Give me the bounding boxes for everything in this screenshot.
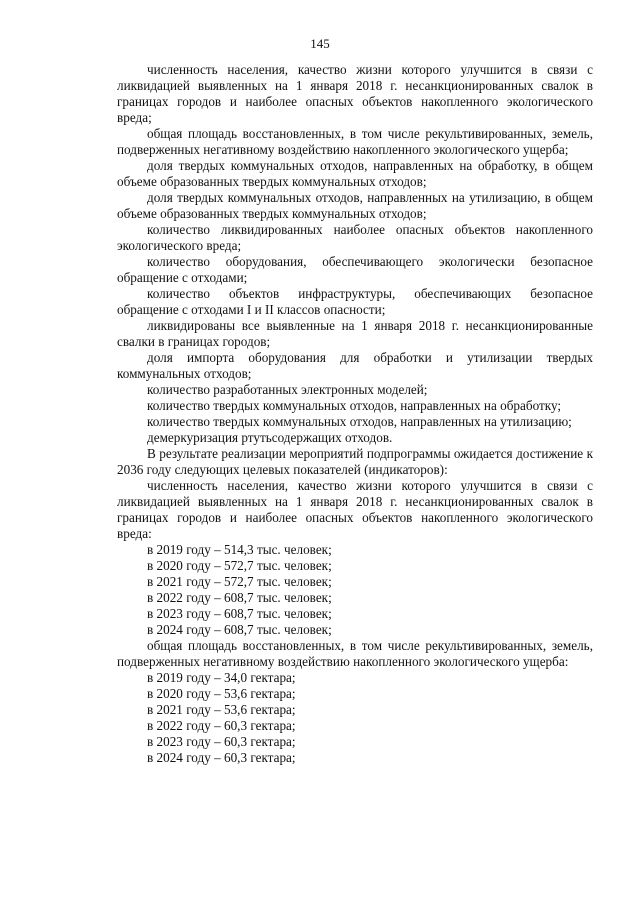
population-value-2019: в 2019 году – 514,3 тыс. человек; [147, 542, 332, 557]
area-value-2023: в 2023 году – 60,3 гектара; [147, 734, 296, 749]
indicator-population-text: численность населения, качество жизни которого улучшится в связи с ликвидацией выявленных на 1 января 2018 г. несанкционированных свалок в границах городов и наиболее опасных объектов накопленного экологического вреда: [117, 478, 593, 541]
population-value-2021: в 2021 году – 572,7 тыс. человек; [147, 574, 332, 589]
area-value-2020: в 2020 году – 53,6 гектара; [147, 686, 296, 701]
population-value-2023: в 2023 году – 608,7 тыс. человек; [147, 606, 332, 621]
paragraph-infrastructure-count: количество объектов инфраструктуры, обеспечивающих безопасное обращение с отходами I и II классов опасности; [117, 286, 593, 317]
paragraph-restored-land: общая площадь восстановленных, в том числе рекультивированных, земель, подверженных негативному воздействию накопленного экологического ущерба; [117, 126, 593, 157]
paragraph-waste-processing-share: доля твердых коммунальных отходов, направленных на обработку, в общем объеме образованных твердых коммунальных отходов; [117, 158, 593, 189]
paragraph-population: численность населения, качество жизни которого улучшится в связи с ликвидацией выявленных на 1 января 2018 г. несанкционированных свалок в границах городов и наиболее опасных объектов накопленного экологического вреда; [117, 62, 593, 125]
paragraph-liquidated-dumps: ликвидированы все выявленные на 1 января 2018 г. несанкционированные свалки в границах городов; [117, 318, 593, 349]
area-value-2022: в 2022 году – 60,3 гектара; [147, 718, 296, 733]
paragraph-equipment-count: количество оборудования, обеспечивающего экологически безопасное обращение с отходами; [117, 254, 593, 285]
population-value-2022: в 2022 году – 608,7 тыс. человек; [147, 590, 332, 605]
paragraph-demercurization: демеркуризация ртутьсодержащих отходов. [147, 430, 393, 445]
population-value-2024: в 2024 году – 608,7 тыс. человек; [147, 622, 332, 637]
page-body [117, 62, 593, 766]
paragraph-waste-processing-amount: количество твердых коммунальных отходов, направленных на обработку; [147, 398, 562, 413]
indicator-area-text: общая площадь восстановленных, в том числе рекультивированных, земель, подверженных негативному воздействию накопленного экологического ущерба: [117, 638, 593, 669]
paragraph-intro: В результате реализации мероприятий подпрограммы ожидается достижение к 2036 году следующих целевых показателей (индикаторов): [117, 446, 593, 477]
paragraph-waste-utilization-amount: количество твердых коммунальных отходов, направленных на утилизацию; [147, 414, 572, 429]
paragraph-equipment-import-share: доля импорта оборудования для обработки и утилизации твердых коммунальных отходов; [117, 350, 593, 381]
page-number: 145 [310, 36, 330, 51]
area-value-2024: в 2024 году – 60,3 гектара; [147, 750, 296, 765]
paragraph-waste-utilization-share: доля твердых коммунальных отходов, направленных на утилизацию, в общем объеме образованных твердых коммунальных отходов; [117, 190, 593, 221]
paragraph-liquidated-objects: количество ликвидированных наиболее опасных объектов накопленного экологического вреда; [117, 222, 593, 253]
area-value-2019: в 2019 году – 34,0 гектара; [147, 670, 296, 685]
population-value-2020: в 2020 году – 572,7 тыс. человек; [147, 558, 332, 573]
paragraph-electronic-models: количество разработанных электронных моделей; [147, 382, 428, 397]
area-value-2021: в 2021 году – 53,6 гектара; [147, 702, 296, 717]
